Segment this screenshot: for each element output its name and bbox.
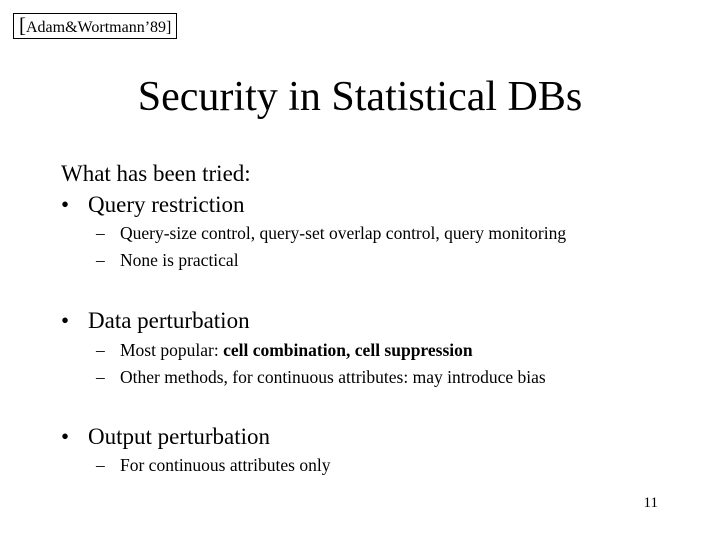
dash-icon: – bbox=[96, 223, 105, 243]
sub-item-text: None is practical bbox=[120, 250, 239, 270]
page-number: 11 bbox=[643, 495, 658, 511]
sub-item-text: For continuous attributes only bbox=[120, 455, 331, 475]
citation-text: Adam&Wortmann’89 bbox=[26, 19, 167, 36]
intro-text: What has been tried: bbox=[61, 161, 251, 186]
citation-open-bracket: [ bbox=[19, 13, 26, 37]
bullet-icon: • bbox=[61, 192, 70, 217]
sub-item-text: Query-size control, query-set overlap control, query monitoring bbox=[120, 223, 567, 243]
sub-item-text: Other methods, for continuous attributes: may introduce bias bbox=[120, 367, 546, 387]
dash-icon: – bbox=[96, 340, 105, 360]
sub-item-bold-text: cell combination, cell suppression bbox=[223, 340, 473, 360]
dash-icon: – bbox=[96, 250, 105, 270]
bullet-label: Query restriction bbox=[88, 192, 245, 217]
sub-item-prefix: Most popular: bbox=[120, 340, 224, 360]
bullet-label: Output perturbation bbox=[88, 424, 271, 449]
bullet-label: Data perturbation bbox=[88, 308, 250, 333]
bullet-icon: • bbox=[61, 308, 70, 333]
dash-icon: – bbox=[96, 455, 105, 475]
slide-title: Security in Statistical DBs bbox=[137, 74, 583, 120]
citation-close-bracket: ] bbox=[166, 19, 172, 36]
sub-item-text bbox=[120, 339, 473, 361]
bullet-icon: • bbox=[61, 424, 70, 449]
citation-box bbox=[13, 13, 177, 39]
dash-icon: – bbox=[96, 367, 105, 387]
